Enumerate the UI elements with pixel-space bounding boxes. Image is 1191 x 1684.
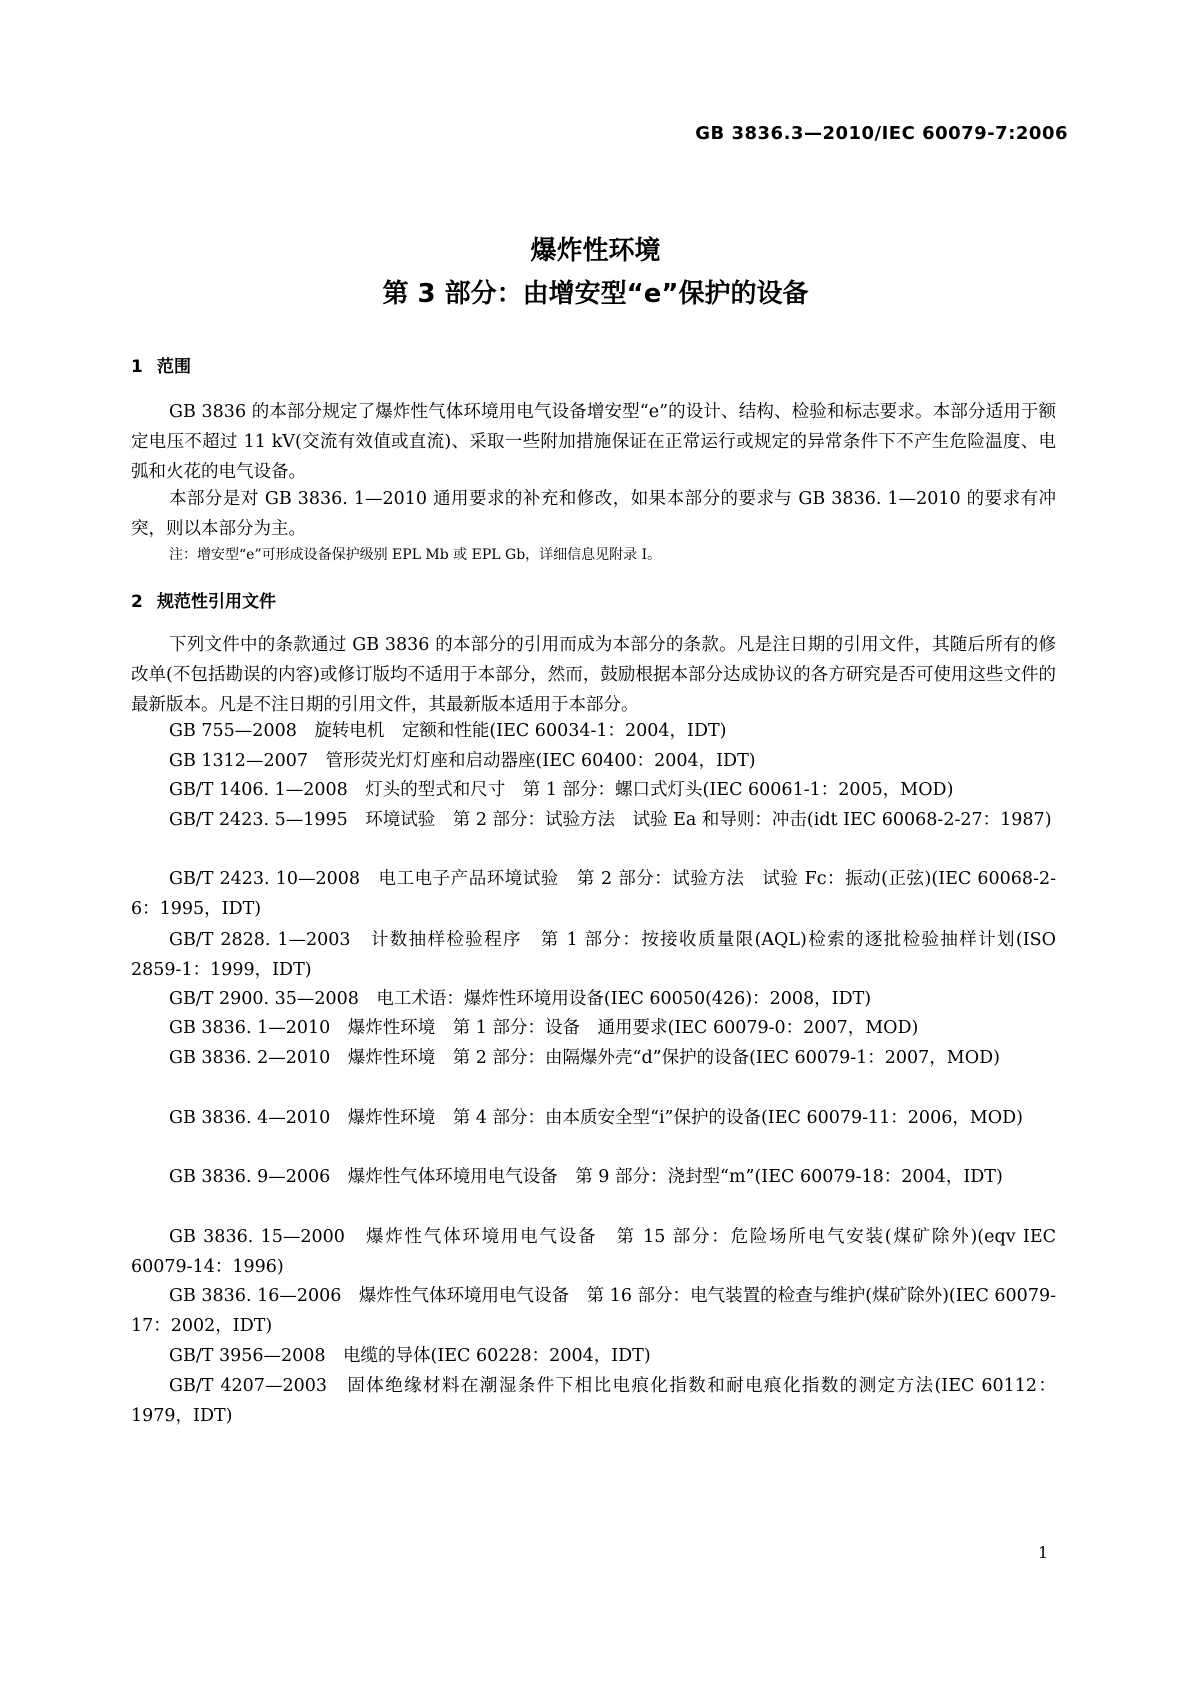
reference-item: GB/T 1406. 1—2008 灯头的型式和尺寸 第 1 部分：螺口式灯头(IEC 60061-1：2005，MOD) [169, 780, 954, 800]
reference-item: GB/T 3956—2008 电缆的导体(IEC 60228：2004，IDT) [169, 1346, 651, 1366]
section-number: 1 [131, 357, 143, 377]
reference-item: GB 3836. 2—2010 爆炸性环境 第 2 部分：由隔爆外壳“d”保护的设备(IEC 60079-1：2007，MOD) [169, 1048, 1000, 1068]
reference-item: GB 3836. 4—2010 爆炸性环境 第 4 部分：由本质安全型“i”保护的设备(IEC 60079-11：2006，MOD) [169, 1108, 1023, 1128]
page-number: 1 [1038, 1543, 1049, 1562]
section-title: 范围 [157, 357, 191, 377]
reference-item: GB 3836. 1—2010 爆炸性环境 第 1 部分：设备 通用要求(IEC 60079-0：2007，MOD) [169, 1018, 919, 1038]
document-subtitle: 第 3 部分：由增安型“e”保护的设备 [382, 279, 809, 309]
reference-item: GB 3836. 9—2006 爆炸性气体环境用电气设备 第 9 部分：浇封型“m”(IEC 60079-18：2004，IDT) [169, 1167, 1003, 1187]
section-number: 2 [131, 592, 143, 612]
reference-item: GB 3836. 16—2006 爆炸性气体环境用电气设备 第 16 部分：电气装置的检查与维护(煤矿除外)(IEC 60079-17：2002，IDT) [131, 1286, 1056, 1336]
reference-item: GB 3836. 15—2000 爆炸性气体环境用电气设备 第 15 部分：危险场所电气安装(煤矿除外)(eqv IEC 60079-14：1996) [131, 1227, 1056, 1277]
document-title: 爆炸性环境 [530, 236, 661, 266]
reference-item: GB 755—2008 旋转电机 定额和性能(IEC 60034-1：2004，IDT) [169, 721, 727, 741]
reference-item: GB/T 2423. 5—1995 环境试验 第 2 部分：试验方法 试验 Ea 和导则：冲击(idt IEC 60068-2-27：1987) [169, 810, 1052, 830]
paragraph: GB 3836 的本部分规定了爆炸性气体环境用电气设备增安型“e”的设计、结构、检验和标志要求。本部分适用于额定电压不超过 11 kV(交流有效值或直流)、采取一些附加措施保证在正常运行或规定的异常条件下不产生危险温度、电弧和火花的电气设备。 [131, 402, 1056, 482]
reference-item: GB/T 2900. 35—2008 电工术语：爆炸性环境用设备(IEC 60050(426)：2008，IDT) [169, 989, 872, 1009]
section-heading-normative-references [131, 587, 276, 612]
paragraph: 本部分是对 GB 3836. 1—2010 通用要求的补充和修改，如果本部分的要求与 GB 3836. 1—2010 的要求有冲突，则以本部分为主。 [131, 489, 1056, 539]
standard-code: GB 3836.3—2010/IEC 60079-7:2006 [695, 123, 1068, 144]
section-heading-scope [131, 352, 191, 377]
section-title: 规范性引用文件 [157, 592, 276, 612]
note: 注：增安型“e”可形成设备保护级别 EPL Mb 或 EPL Gb，详细信息见附录 I。 [169, 547, 662, 563]
paragraph: 下列文件中的条款通过 GB 3836 的本部分的引用而成为本部分的条款。凡是注日期的引用文件，其随后所有的修改单(不包括勘误的内容)或修订版均不适用于本部分，然而，鼓励根据本部分达成协议的各方研究是否可使用这些文件的最新版本。凡是不注日期的引用文件，其最新版本适用于本部分。 [131, 635, 1056, 715]
reference-item: GB/T 2423. 10—2008 电工电子产品环境试验 第 2 部分：试验方法 试验 Fc：振动(正弦)(IEC 60068-2-6：1995，IDT) [131, 869, 1056, 919]
reference-item: GB/T 2828. 1—2003 计数抽样检验程序 第 1 部分：按接收质量限(AQL)检索的逐批检验抽样计划(ISO 2859-1：1999，IDT) [131, 930, 1056, 980]
reference-item: GB/T 4207—2003 固体绝缘材料在潮湿条件下相比电痕化指数和耐电痕化指数的测定方法(IEC 60112：1979，IDT) [131, 1376, 1056, 1426]
reference-item: GB 1312—2007 管形荧光灯灯座和启动器座(IEC 60400：2004，IDT) [169, 751, 756, 771]
